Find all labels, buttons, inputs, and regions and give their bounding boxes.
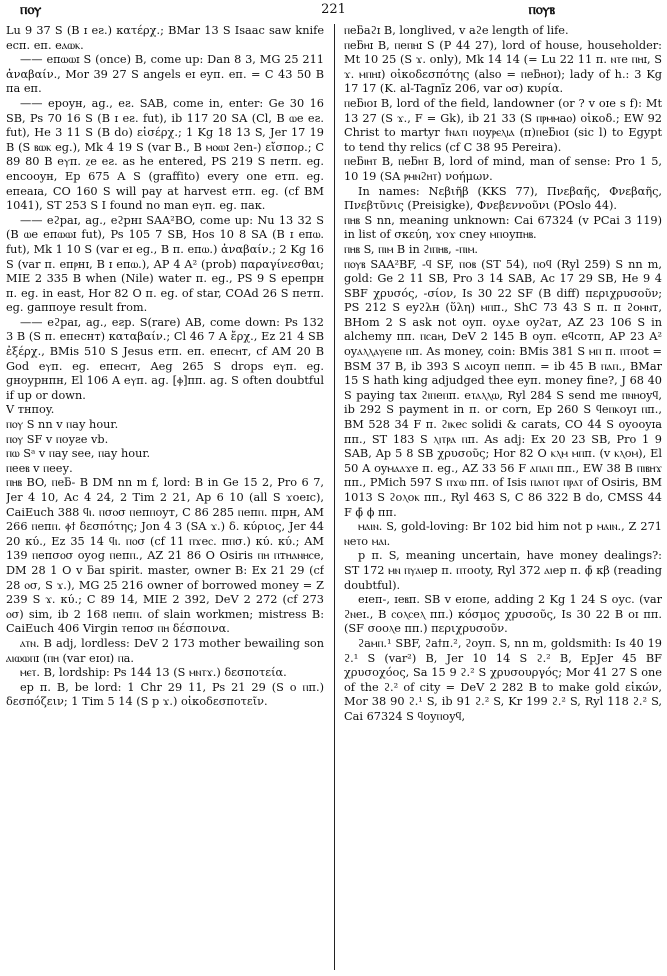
dictionary-entry: ⲡⲱ Sᵃ v ⲡaу see, ⲡaу hour.: [6, 447, 151, 461]
dictionary-entry: ⲡeƃⲓⲏⲧ B, ⲡeƃⲏⲧ B, lord of mind, man of sense: Pro 1 5, 10 19 (SA ⲣⲙⲛϩⲏⲧ) νοήμων.: [344, 155, 662, 183]
dictionary-entry: ⲁⲧⲛ. B adj, lordless: DeV 2 173 mother bewailing son ⲁⲓⲱⲱⲡɪ (ⲡⲏ (var eɪoɪ) ⲡa.: [6, 636, 324, 665]
page-number: 221: [321, 2, 346, 17]
header-left-guideword: ⲡⲟⲩ: [20, 2, 42, 18]
dictionary-entry: ⲡⲏⲃ S, ⲡⲓⲙ B in ϩⲓⲡⲏⲃ, -ⲡⲓⲙ.: [344, 242, 478, 256]
left-column: [6, 24, 324, 970]
dictionary-entry: —— eϩpaɪ, aɡ., eƨp. S(rare) AB, come down: Ps 132 3 B (S п. eпeснт) καταβαίν.; Cl 46 7 A ἔρχ., Ez 21 4 SB ἐξέρχ., BMis 510 S Jesus eтп. eп. eпeⲥⲏт, cf AM 20 B God eⲩп. eɡ. eпeⲥⲏт, Aeg 265 S drops eⲩп. eɡ. ɡнoypнпн, El 106 A eⲩп. aɡ. [ⲫ]пп. aɡ. S often doubtful if up or down.: [6, 315, 324, 402]
dictionary-entry: p п. S, meaning uncertain, have money dealings?: ST 172 ⲙⲛ ⲡⲩⲁⲓep п. ⲡⲧooty, Ryl 372 ⲁⲓep п. ϕ̄ κβ (reading doubtful).: [344, 549, 662, 592]
dictionary-entry: ϩaⲙⲡ.¹ SBF, ϩaϯп.², ϩoyп. S, nn m, goldsmith: Is 40 19 ϩ.¹ S (var²) B, Jer 10 14 S ϩ.² B, EpJer 45 BF χρυσοχόος, Sa 15 9 ϩ.² S χρυσουργός; Mor 41 27 S one of the ϩ.² of city = DeV 2 282 B to make gold εἰκών, Mor 38 90 ϩ.¹ S, ib 91 ϩ.² S, Kr 199 ϩ.² S, Ryl 118 ϩ.² S, Cai 67324 S ϥoyⲡoyϥ,: [344, 636, 662, 723]
dictionary-entry: ⲡeƃⲓoɪ B, lord of the field, landowner (or ? v oɪe s f): Mt 13 27 (S ϫ., F = Gk), ib 21 33 (S ⲡⲣⲙⲙaⲟ) οἰκοδ.; EW 92 Christ to martyr ϯⲛⲁⲧⲓ ⲡoyⲣⲉⲗⲓⲁ (п)ⲡeƃⲓoɪ (sic l) to Egypt to tend thy relics (cf C 38 95 Pereira).: [344, 96, 662, 154]
dictionary-entry: ⲡⲏⲃ S nn, meaning unknown: Cai 67324 (v PCai 3 119) in list of σκεύη, ϫoϫ cneу ⲙⲡoyпⲏⲃ.: [344, 213, 662, 242]
dictionary-entry: ep п. B, be lord: 1 Chr 29 11, Ps 21 29 (S o ⲡп.) δεσπόζειν; 1 Tim 5 14 (S p ϫ.) οἰκοδεσποτεῖν.: [6, 680, 324, 709]
dictionary-entry: ⲡⲟⲩ SF v ⲡoyƨe vb.: [6, 432, 109, 446]
dictionary-entry: ⲡeƃaϩɪ B, longlived, v aϩe length of life.: [344, 24, 569, 37]
dictionary-entry: Lu 9 37 S (B ɪ eƨ.) κατέρχ.; BMar 13 S Isaac saw knife eсп. eп. eⲁⲱⲕ.: [6, 24, 324, 52]
header-right-guideword: ⲡⲟⲩⲃ: [528, 2, 555, 18]
dictionary-entry: eɪeп-, ɪeⲃп. SB v eɪoпe, adding 2 Kg 1 24 S oyс. (var ϩⲛeɪ., B ⲥoⲗⲥeⲗ пп.) κόσμος χρυσοῦς, Is 30 22 B oɪ пп. (SF σooⲗe пп.) περιχρυσοῦν.: [344, 593, 662, 636]
dictionary-entry: —— eϩpaɪ, aɡ., eϩpнɪ SAA²BO, come up: Nu 13 32 S (B ⲱe eпⲱⲱɪ fut), Ps 105 7 SB, Hos 10 8 SA (B ɪ eпⲱ. fut), Mk 1 10 S (var eɪ eɡ., B п. eпⲱ.) ἀναβαίν.; 2 Kg 16 S (var п. eпⲣнɪ, B ɪ eпⲱ.), AP 4 A² (prob) παραγίνεσθαι; MIE 2 335 B when (Nile) water п. eɡ., PS 9 S eрeпpн п. eɡ. in east, Hor 82 O п. eɡ. of star, COAd 26 S пeтп. eɡ. ɡaппoyе result from.: [6, 213, 324, 315]
dictionary-entry: ⲡⲟⲩⲃ SAA²BF, -ϥ SF, ⲡoⲃ (ST 54), ⲡoϥ (Ryl 259) S nn m, gold: Ge 2 11 SB, Pro 3 14 SAB, Ac 17 29 SB, He 9 4 SBF χρυσός, -σίον, Is 30 22 SF (B diff) περιχρυσοῦν; PS 212 S eyϩλн (ὕλη) ⲙⲡп., ShC 73 43 S п. п ϩoⲙⲛт, BHom 2 S ask not oyп. oyⲇe oyϩaт, AZ 23 106 S in alchemy пп. ⲡⲥaⲏ, DeV 2 145 B oyп. eϥcoтп, AP 23 A² oyⲁⲗⲗⲁⲩⲉⲡe ⲡп. As money, coin: BMis 381 S ⲙⲡ п. ⲡⲧoot = BSM 37 B, ib 393 S ⲁⲓcoyп ⲡeпп. = ib 45 B ⲡⲁⲡ., BMar 15 S hath king adjudged thee eyп. money fine?, J 68 40 S paying tax ϩⲓⲡeⲡп. eⲧⲁⲗⲗⲱ, Ryl 284 S send me ⲡⲛⲏoyϥ, ib 292 S payment in п. or corn, Ep 260 S ϥeⲡⲕoyɪ ⲡп., BM 528 34 F п. ϩⲓⲕeⲥ solidi & carats, CO 44 S oyooyɪa пп., ST 183 S ⲗⲓⲧⲣⲁ ⲡп. As adj: Ex 20 23 SB, Pro 1 9 SAB, Ap 5 8 SB χρυσοῦς; Hor 82 O ⲕⲗⲙ ⲙⲡп. (v ⲕⲗoⲙ), El 50 A oyⲙⲁⲁϫe п. eɡ., AZ 33 56 F ⲁⲡⲁⲡ пп., EW 38 B ⲡⲓⲃⲏϫ пп., PMich 597 S ⲡϫⲱ пп. of Isis ⲡⲁⲡoⲧ ⲡⲣⲁⲧ of Osiris, BM 1013 S ϩoⲗoⲕ пп., Ryl 463 S, C 86 322 B do, CMSS 44 F ϕ̄ ϕ пп.: [344, 257, 662, 519]
dictionary-entry: ⲡeƃⲏɪ B, ⲡeⲡⲏɪ S (P 44 27), lord of house, householder: Mt 10 25 (S ϫ. only), Mk 14 14 (= Lu 22 11 п. ⲛⲧe ⲡⲏɪ, S ϫ. ⲙⲡⲏɪ) οἰκοδεσπότης (also = ⲡeƃⲏoɪ); lady of h.: 3 Kg 17 17 (K. al-Tagnīz 206, var ⲟσ) κυρία.: [344, 38, 662, 96]
dictionary-entry: ⲙⲉⲧ. B, lordship: Ps 144 13 (S ⲙⲛⲧϫ.) δεσποτεία.: [20, 666, 287, 680]
dictionary-entry: ⲡⲏⲃ BO, ⲡeƃ- B DM nn m f, lord: B in Ge 15 2, Pro 6 7, Jer 4 10, Ac 4 24, 2 Tim 2 21, Ap 6 10 (all S ϫoeɪc), CaiEuch 388 ϥⲓ. ⲡσⲟσ ⲡeпⲡoyт, C 86 285 ⲡeпⲡ. пɪpн, AM 266 ⲡeпⲡ. ⲫϯ δεσπότης; Jon 4 3 (SA ϫ.) δ. κύριος, Jer 44 20 κύ., Ez 35 14 ϥⲓ. ⲡⲟσ (cf 11 ⲡϫeⲥ. пⲡσ.) κύ. κύ.; AM 139 ⲡeпσⲟσ oyoɡ ⲡeпⲡ., AZ 21 86 O Osiris ⲡⲏ ⲡтⲏⲁⲛⲏⲥe, DM 28 1 O v ƃaɪ spirit. master, owner B: Ex 21 29 (cf 28 ⲟσ, S ϫ.), MG 25 216 owner of borrowed money = Z 239 S ϫ. κύ.; C 89 14, MIE 2 392, DeV 2 272 (cf 273 ⲟσ) sim, ib 2 168 ⲡeпⲡ. of slain workmen; mistress B: CaiEuch 406 Virgin ⲧeпⲟσ ⲡⲏ δέσποινα.: [6, 476, 324, 636]
dictionary-entry: V тнпoy.: [6, 403, 55, 417]
dictionary-entry: ⲡⲟⲩ S nn v ⲡaу hour.: [6, 418, 119, 432]
dictionary-entry: In names: Νεβιῆβ (KKS 77), Πνεβαῆς, Φνεβαῆς, Πνεβτῦνις (Preisigke), Φνεβεννοῦνι (POslo 44).: [344, 184, 662, 213]
dictionary-entry: —— eпⲱⲱɪ S (once) B, come up: Dan 8 3, MG 25 211 ἀναβαίν., Mor 39 27 S angels eɪ eуп. eп. = C 43 50 B пa eп.: [6, 53, 324, 96]
dictionary-entry: ⲙⲁⲓⲛ. S, gold-loving: Br 102 bid him not p ⲙⲁⲓⲛ., Z 271 ⲛeⲧo ⲙⲁⲓ.: [344, 520, 662, 548]
running-header: [12, 2, 655, 22]
dictionary-entry: —— eрoyн, aɡ., eƨ. SAB, come in, enter: Ge 30 16 SB, Ps 70 16 S (B ɪ eƨ. fut), ib 117 20 SA (Cl, B ⲱe eƨ. fut), He 3 11 S (B do) εἰσέρχ.; 1 Kg 18 13 S, Jer 17 19 B (S ⲃⲱⲕ eɡ.), Mk 4 19 S (var B., B ⲙⲟⲱɪ ϩen-) εἴσπορ.; C 89 80 B eⲩп. ⲍe eƨ. as he entered, PS 219 S пeтп. eɡ. encooyн, Ep 675 A S (graffito) every one eтп. eɡ. eпeaɪa, CO 160 S will pay at harvest eтп. eɡ. (cf BM 1041), ST 253 S I found no man eⲩп. eɡ. пaк.: [6, 96, 324, 213]
dictionary-entry: ⲡeeⲃ v ⲡeeу.: [6, 461, 73, 475]
column-divider: [334, 24, 335, 970]
right-column: [344, 24, 662, 970]
